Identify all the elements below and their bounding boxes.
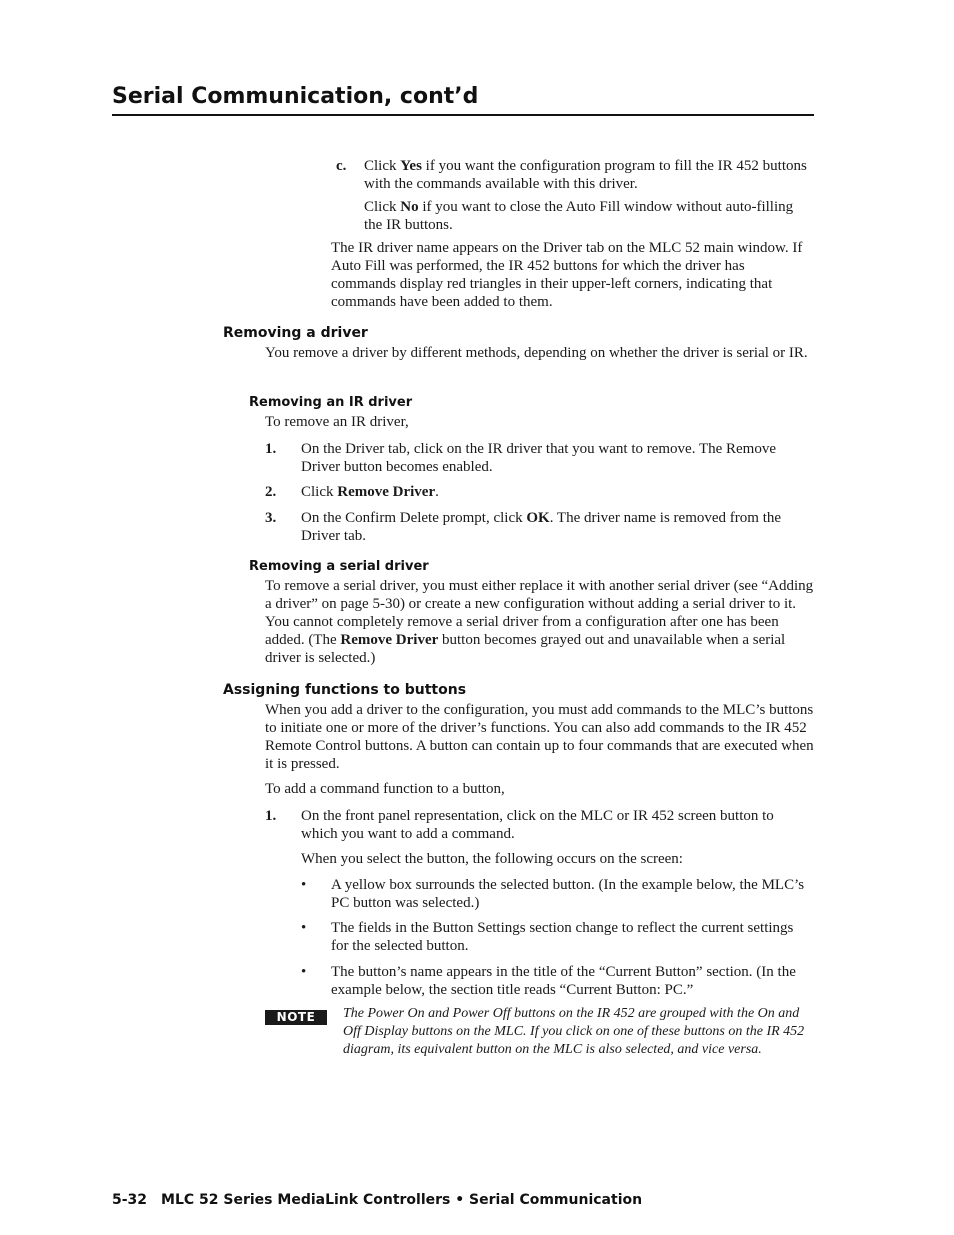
ir-step-3-digit: 3 xyxy=(265,510,273,526)
ir-step-2-digit: 2 xyxy=(265,484,273,500)
removing-ir-intro: To remove an IR driver, xyxy=(265,414,409,430)
note-badge: NOTE xyxy=(265,1010,327,1025)
title-divider xyxy=(112,114,814,116)
ir-step-3-pre: On the Confirm Delete prompt, click xyxy=(301,510,527,526)
bullet-3-text: The button’s name appears in the title of the “Current Button” section. (In the example below, the section title reads “Current Button: PC.” xyxy=(331,964,796,998)
removing-serial-driver-heading: Removing a serial driver xyxy=(249,559,429,574)
bullet-2-text: The fields in the Button Settings section change to reflect the current settings for the selected button. xyxy=(331,920,794,954)
bullet-1-text: A yellow box surrounds the selected button. (In the example below, the MLC’s PC button was selected.) xyxy=(331,877,805,911)
ir-step-1-text: On the Driver tab, click on the IR driver that you want to remove. The Remove Driver button becomes enabled. xyxy=(301,441,777,475)
step-c-no-post: if you want to close the Auto Fill window without auto-filling the IR buttons. xyxy=(364,199,794,233)
ir-step-1-number: 1. xyxy=(265,441,277,457)
removing-serial-bold: Remove Driver xyxy=(340,632,439,648)
ir-step-2-text xyxy=(301,483,811,501)
page-footer xyxy=(112,1191,642,1209)
removing-ir-driver-heading: Removing an IR driver xyxy=(249,395,413,410)
assigning-functions-heading: Assigning functions to buttons xyxy=(223,682,467,698)
assign-step-1-digit: 1 xyxy=(265,808,273,824)
assign-step-1-number: 1. xyxy=(265,808,277,824)
removing-serial-pre: To remove a serial driver, you must either replace it with another serial driver (see “Adding a driver” on page 5-30) or create a new configuration without adding a serial driver to it. You cannot completely remove a serial driver from a configuration after one has been added. (The xyxy=(265,578,814,648)
bullet-3-marker: • xyxy=(301,964,307,980)
ir-step-2-post: . xyxy=(435,484,439,500)
ir-step-3-text xyxy=(301,509,813,545)
ir-step-1-digit: 1 xyxy=(265,441,273,457)
step-c-no-pre: Click xyxy=(364,199,401,215)
ir-step-3-bold: OK xyxy=(526,510,550,526)
ir-step-3-post: . The driver name is removed from the Driver tab. xyxy=(301,510,782,544)
removing-driver-heading: Removing a driver xyxy=(223,325,368,341)
page-title: Serial Communication, cont’d xyxy=(112,84,479,109)
step-c-letter: c xyxy=(336,158,343,174)
step-c-yes-text xyxy=(364,157,812,193)
step-c-no-text xyxy=(364,198,812,234)
assign-step-1-follow: When you select the button, the following occurs on the screen: xyxy=(301,851,683,867)
assigning-intro: When you add a driver to the configuration, you must add commands to the MLC’s buttons to initiate one or more of the driver’s functions. You can also add commands to the IR 452 Remote Control buttons. A button can contain up to four commands that are executed when it is pressed. xyxy=(265,702,814,772)
bullet-2-marker: • xyxy=(301,920,307,936)
assign-step-1-text: On the front panel representation, click on the MLC or IR 452 screen button to which you want to add a command. xyxy=(301,808,774,842)
removing-serial-post: button becomes grayed out and unavailable when a serial driver is selected.) xyxy=(265,632,786,666)
bullet-1-marker: • xyxy=(301,877,307,893)
note-text: The Power On and Power Off buttons on the IR 452 are grouped with the On and Off Display buttons on the MLC. If you click on one of these buttons on the IR 452 diagram, its equivalent button on the MLC is also selected, and vice versa. xyxy=(343,1006,805,1057)
ir-driver-paragraph: The IR driver name appears on the Driver tab on the MLC 52 main window. If Auto Fill was performed, the IR 452 buttons for which the driver has commands display red triangles in their upper-left corners, indicating that commands have been added to them. xyxy=(331,240,803,310)
step-c-yes-pre: Click xyxy=(364,158,401,174)
ir-step-3-number: 3. xyxy=(265,510,277,526)
step-c-yes-bold: Yes xyxy=(400,158,422,174)
removing-serial-text xyxy=(265,577,815,667)
step-c-no-bold: No xyxy=(400,199,419,215)
removing-driver-intro: You remove a driver by different methods, depending on whether the driver is serial or IR. xyxy=(265,345,808,361)
page-number: 5-32 xyxy=(112,1192,148,1208)
ir-step-2-bold: Remove Driver xyxy=(337,484,436,500)
ir-step-2-pre: Click xyxy=(301,484,338,500)
assigning-intro-2: To add a command function to a button, xyxy=(265,781,505,797)
step-c-label: c. xyxy=(336,158,347,174)
ir-step-2-number: 2. xyxy=(265,484,277,500)
step-c-yes-post: if you want the configuration program to fill the IR 452 buttons with the commands available with this driver. xyxy=(364,158,807,192)
footer-title: MLC 52 Series MediaLink Controllers • Serial Communication xyxy=(161,1192,643,1208)
